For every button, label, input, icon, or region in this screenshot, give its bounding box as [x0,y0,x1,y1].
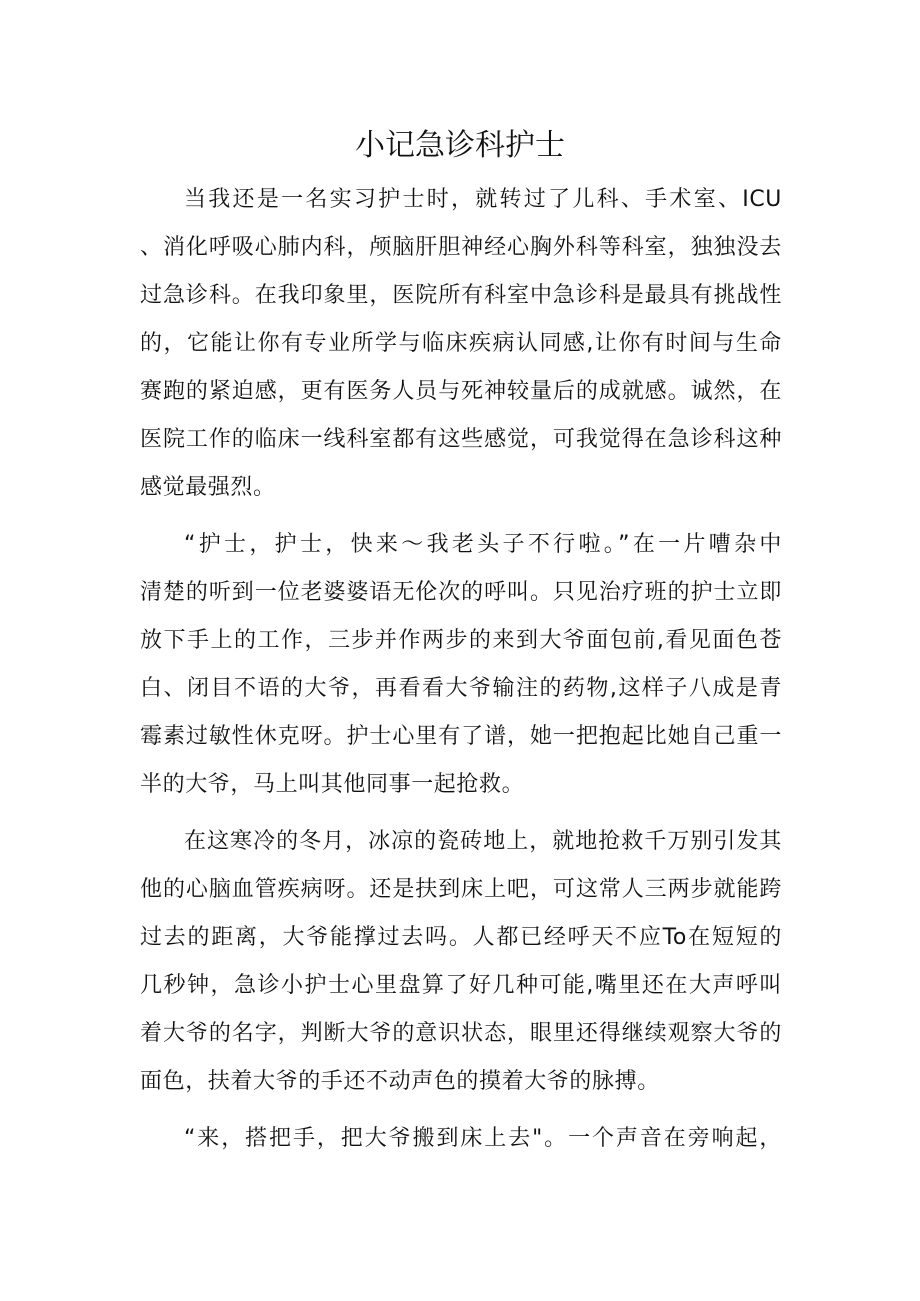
text-line: 半的大爷，马上叫其他同事一起抢救。 [140,772,525,797]
text-line: 着大爷的名字，判断大爷的意识状态，眼里还得继续观察大爷的 [140,1021,782,1046]
text-line: 面色，扶着大爷的手还不动声色的摸着大爷的脉搏。 [140,1069,660,1094]
text-line: 医院工作的临床一线科室都有这些感觉，可我觉得在急诊科这种 [140,427,782,452]
text-line: 在这寒冷的冬月，冰凉的瓷砖地上，就地抢救千万别引发其 [184,829,782,854]
text-line: 过急诊科。在我印象里，医院所有科室中急诊科是最具有挑战性 [140,283,782,308]
text-line: 白、闭目不语的大爷，再看看大爷输注的药物,这样子八成是青 [140,676,782,701]
text-line: 、消化呼吸心肺内科，颅脑肝胆神经心胸外科等科室，独独没去 [140,235,782,260]
text-line: 过去的距离，大爷能撑过去吗。人都已经呼天不应To在短短的 [140,925,782,950]
text-line: 清楚的听到一位老婆婆语无伦次的呼叫。只见治疗班的护士立即 [140,580,782,605]
document-title: 小记急诊科护士 [355,128,565,163]
text-line: “护士，护士，快来～我老头子不行啦。”在一片嘈杂中 [184,532,782,557]
paragraph-1 [140,176,782,512]
text-line: 放下手上的工作，三步并作两步的来到大爷面包前,看见面色苍 [140,628,782,653]
text-line: 感觉最强烈。 [140,475,276,500]
text-line: 的，它能让你有专业所学与临床疾病认同感,让你有时间与生命 [140,331,782,356]
text-line: 当我还是一名实习护士时，就转过了儿科、手术室、ICU [184,187,782,212]
paragraph-2 [140,521,782,809]
document-body [140,176,782,1172]
paragraph-3 [140,818,782,1106]
text-line: “来，搭把手，把大爷搬到床上去"。一个声音在旁响起， [184,1126,782,1151]
text-line: 赛跑的紧迫感，更有医务人员与死神较量后的成就感。诚然，在 [140,379,782,404]
paragraph-4 [140,1115,782,1163]
text-line: 他的心脑血管疾病呀。还是扶到床上吧，可这常人三两步就能跨 [140,877,782,902]
text-line: 几秒钟，急诊小护士心里盘算了好几种可能,嘴里还在大声呼叫 [140,973,782,998]
text-line: 霉素过敏性休克呀。护士心里有了谱，她一把抱起比她自己重一 [140,724,782,749]
